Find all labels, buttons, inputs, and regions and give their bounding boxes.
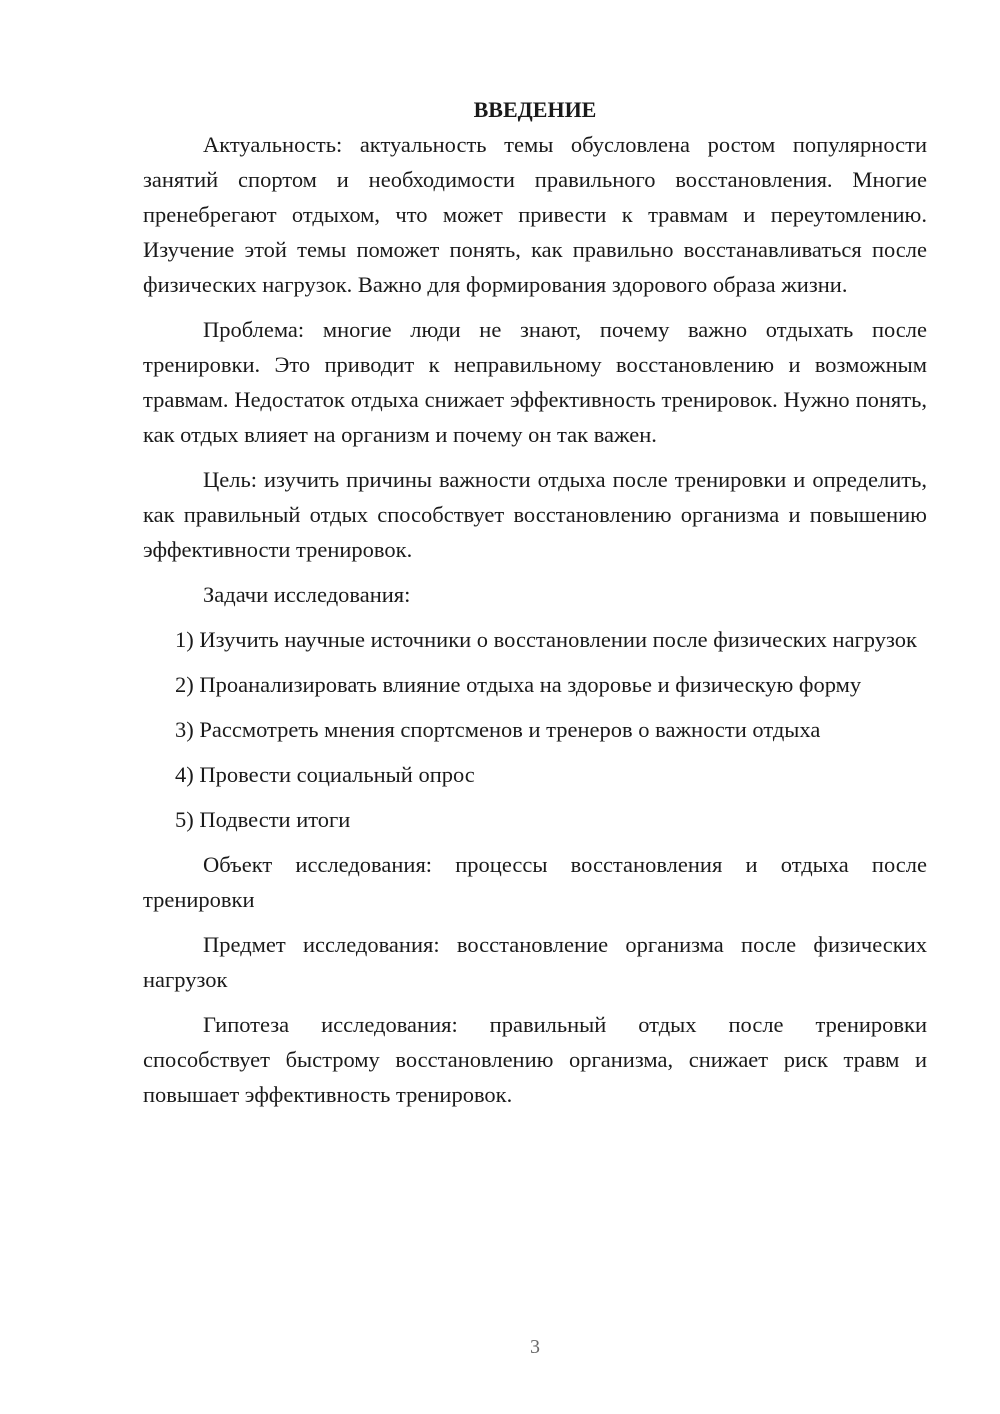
relevance-paragraph: Актуальность: актуальность темы обусловлена ростом популярности занятий спортом и необходимости правильного восстановления. Многие пренебрегают отдыхом, что может привести к травмам и переутомлению. Изучение этой темы поможет понять, как правильно восстанавливаться после физических нагрузок. Важно для формирования здорового образа жизни.	[143, 132, 927, 297]
document-body	[143, 92, 927, 1112]
goal-paragraph: Цель: изучить причины важности отдыха после тренировки и определить, как правильный отдых способствует восстановлению организма и повышению эффективности тренировок.	[143, 467, 927, 562]
subject-paragraph: Предмет исследования: восстановление организма после физических нагрузок	[143, 932, 927, 992]
object-paragraph: Объект исследования: процессы восстановления и отдыха после тренировки	[143, 852, 927, 912]
task-item-5: 5) Подвести итоги	[175, 807, 351, 832]
problem-paragraph: Проблема: многие люди не знают, почему важно отдыхать после тренировки. Это приводит к неправильному восстановлению и возможным травмам. Недостаток отдыха снижает эффективность тренировок. Нужно понять, как отдых влияет на организм и почему он так важен.	[143, 317, 927, 447]
page-number: 3	[530, 1336, 540, 1358]
hypothesis-paragraph: Гипотеза исследования: правильный отдых после тренировки способствует быстрому восстановлению организма, снижает риск травм и повышает эффективность тренировок.	[143, 1012, 927, 1107]
tasks-heading: Задачи исследования:	[203, 582, 411, 607]
section-title: ВВЕДЕНИЕ	[473, 97, 597, 122]
task-item-3: 3) Рассмотреть мнения спортсменов и тренеров о важности отдыха	[175, 717, 821, 742]
task-item-1: 1) Изучить научные источники о восстановлении после физических нагрузок	[175, 627, 917, 652]
task-item-4: 4) Провести социальный опрос	[175, 762, 475, 787]
task-item-2: 2) Проанализировать влияние отдыха на здоровье и физическую форму	[175, 672, 862, 697]
